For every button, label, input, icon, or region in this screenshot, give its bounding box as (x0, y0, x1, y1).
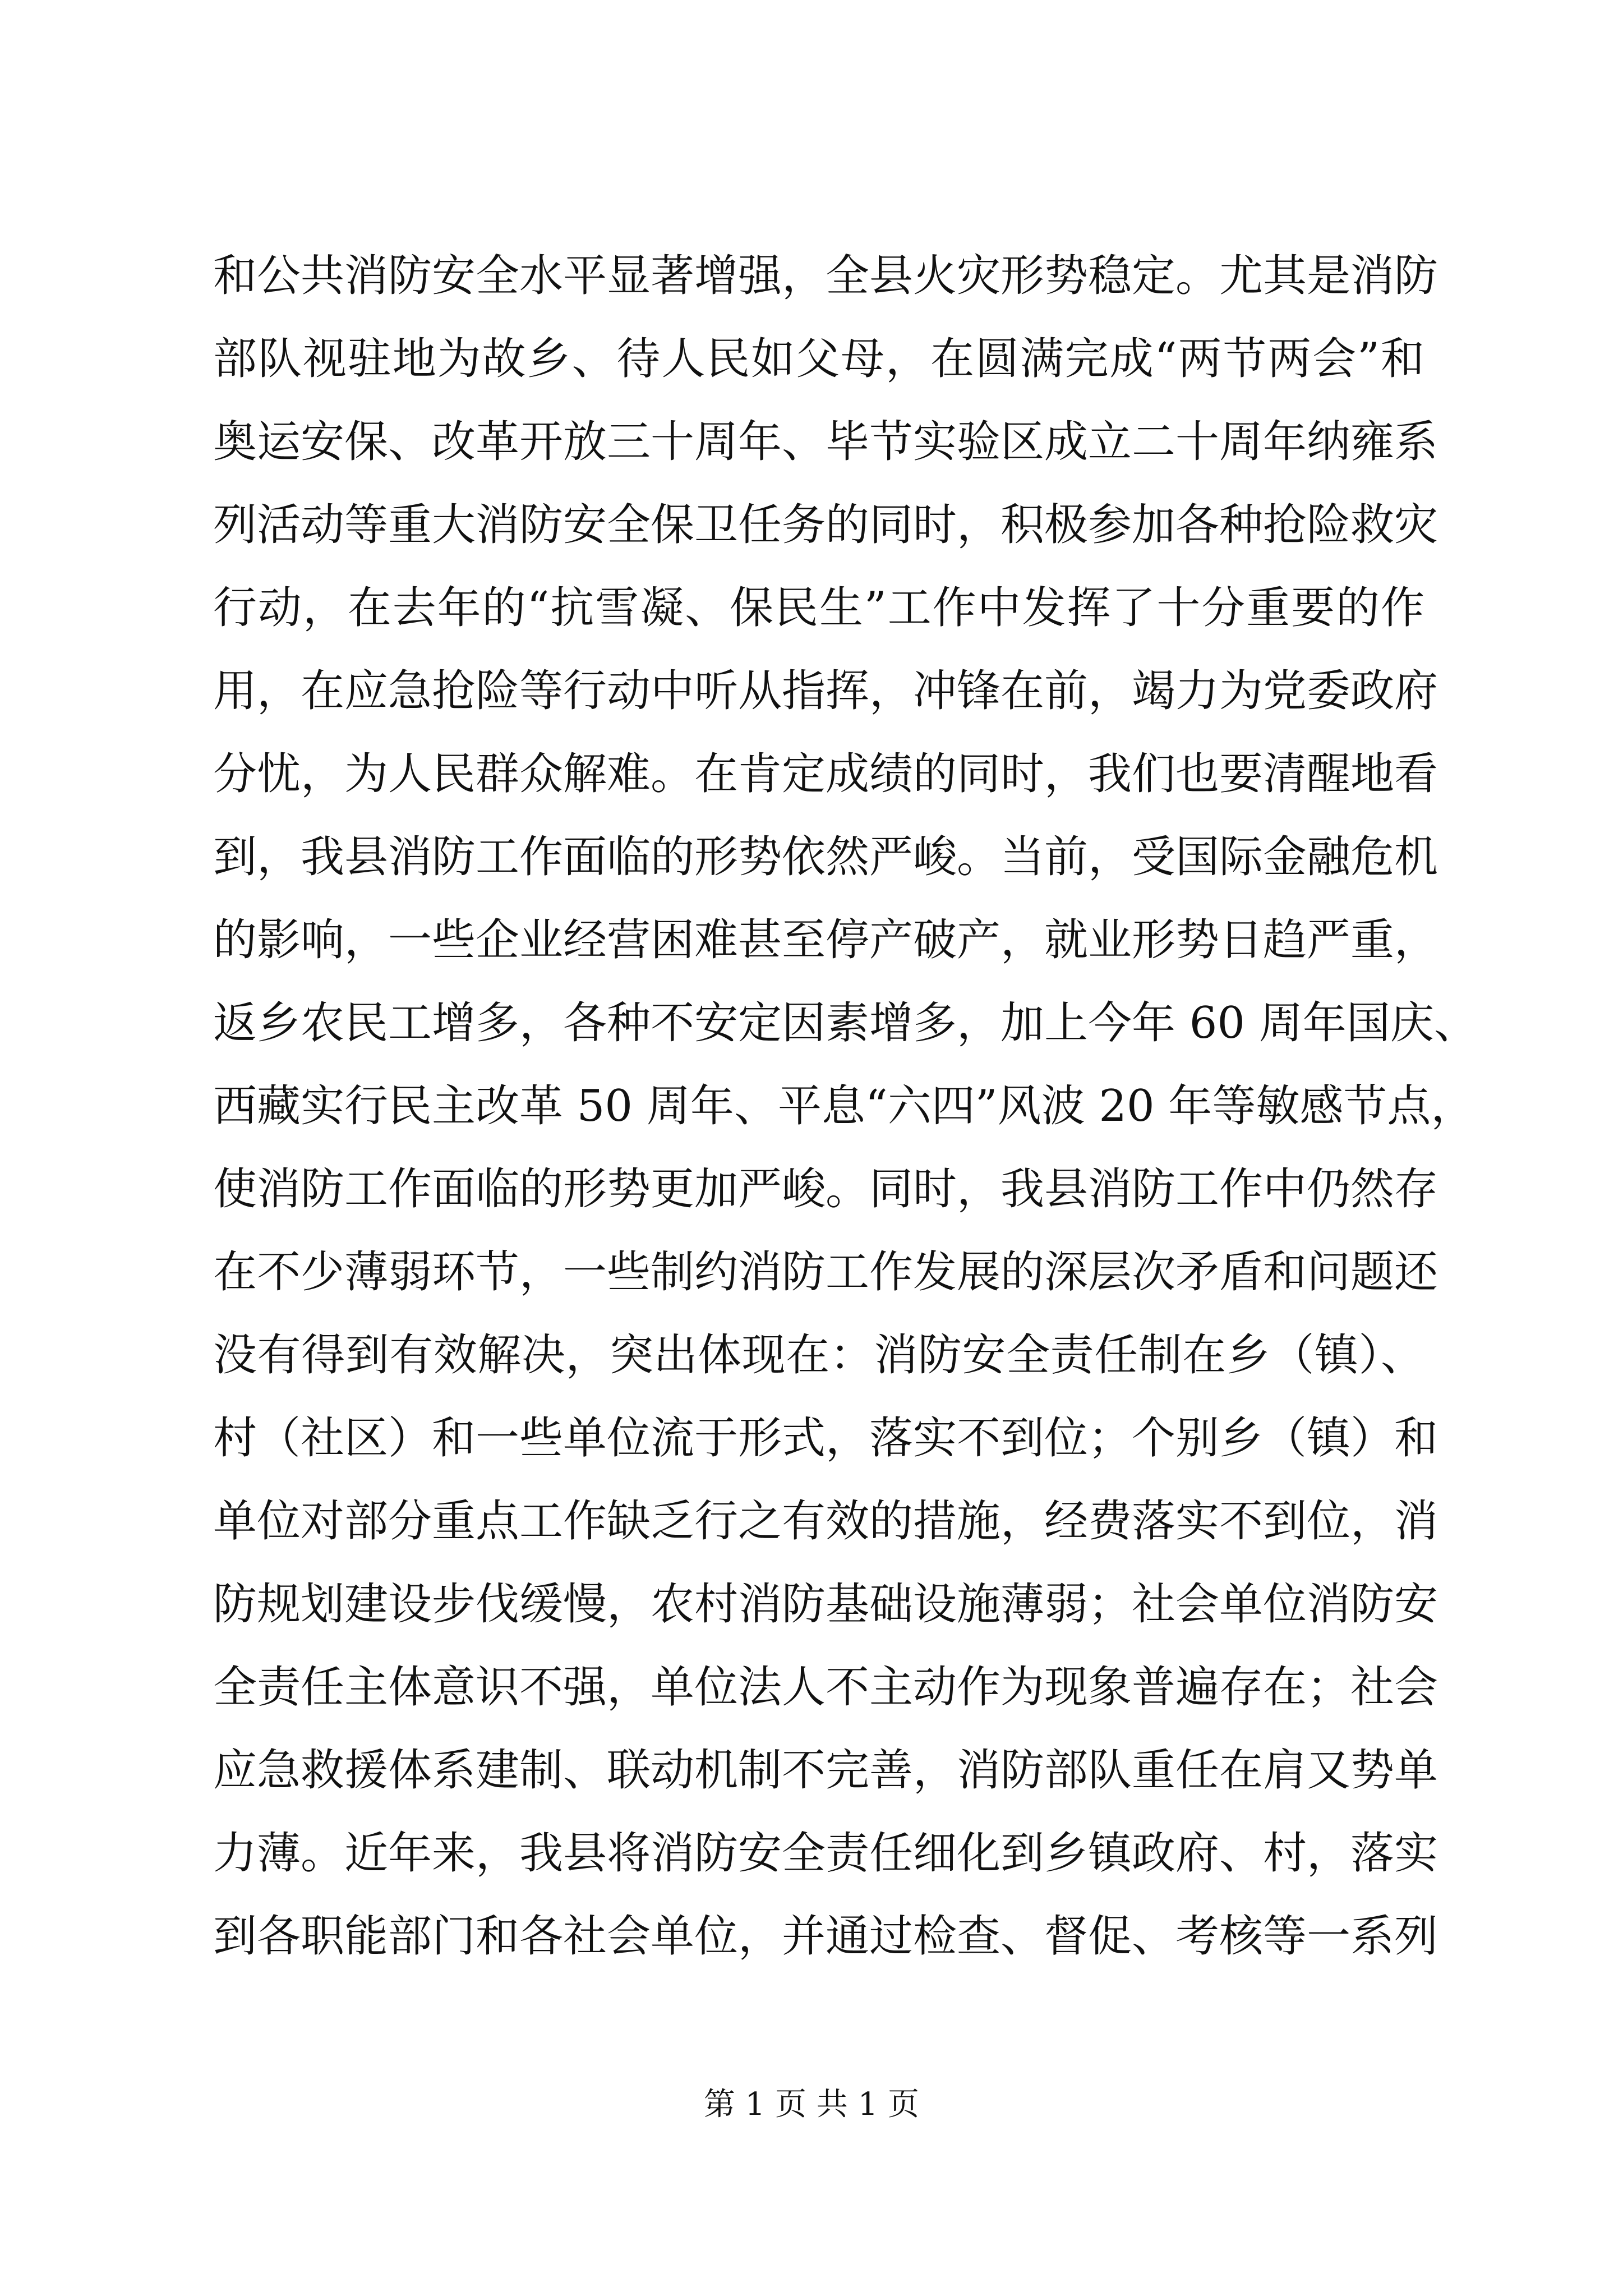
text-line: 全责任主体意识不强，单位法人不主动作为现象普遍存在；社会 (213, 1662, 1438, 1713)
text-line: 返乡农民工增多，各种不安定因素增多，加上今年 60 周年国庆、 (213, 998, 1478, 1048)
text-line: 没有得到有效解决，突出体现在：消防安全责任制在乡（镇）、 (213, 1330, 1424, 1381)
text-line: 力薄。近年来，我县将消防安全责任细化到乡镇政府、村，落实 (213, 1828, 1438, 1879)
text-line: 村（社区）和一些单位流于形式，落实不到位；个别乡（镇）和 (213, 1413, 1438, 1464)
text-line: 在不少薄弱环节，一些制约消防工作发展的深层次矛盾和问题还 (213, 1247, 1438, 1297)
text-line: 部队视驻地为故乡、待人民如父母，在圆满完成“两节两会”和 (213, 334, 1424, 384)
text-line: 用，在应急抢险等行动中听从指挥，冲锋在前，竭力为党委政府 (213, 666, 1438, 716)
page-number-footer: 第 1 页 共 1 页 (703, 2086, 920, 2123)
text-line: 到，我县消防工作面临的形势依然严峻。当前，受国际金融危机 (213, 832, 1438, 882)
text-line: 西藏实行民主改革 50 周年、平息“六四”风波 20 年等敏感节点， (213, 1081, 1475, 1131)
text-line: 的影响，一些企业经营困难甚至停产破产，就业形势日趋严重， (213, 915, 1438, 965)
text-line: 单位对部分重点工作缺乏行之有效的措施，经费落实不到位，消 (213, 1496, 1438, 1547)
text-line: 防规划建设步伐缓慢，农村消防基础设施薄弱；社会单位消防安 (213, 1579, 1438, 1630)
body-paragraph (213, 234, 1478, 1978)
text-line: 行动，在去年的“抗雪凝、保民生”工作中发挥了十分重要的作 (213, 583, 1424, 633)
text-line: 奥运安保、改革开放三十周年、毕节实验区成立二十周年纳雍系 (213, 417, 1438, 467)
text-line: 和公共消防安全水平显著增强，全县火灾形势稳定。尤其是消防 (213, 251, 1438, 301)
text-line: 列活动等重大消防安全保卫任务的同时，积极参加各种抢险救灾 (213, 500, 1438, 550)
text-line: 应急救援体系建制、联动机制不完善，消防部队重任在肩又势单 (213, 1745, 1438, 1796)
text-line: 到各职能部门和各社会单位，并通过检查、督促、考核等一系列 (213, 1911, 1438, 1962)
text-line: 分忧，为人民群众解难。在肯定成绩的同时，我们也要清醒地看 (213, 749, 1438, 799)
text-line: 使消防工作面临的形势更加严峻。同时，我县消防工作中仍然存 (213, 1164, 1438, 1214)
